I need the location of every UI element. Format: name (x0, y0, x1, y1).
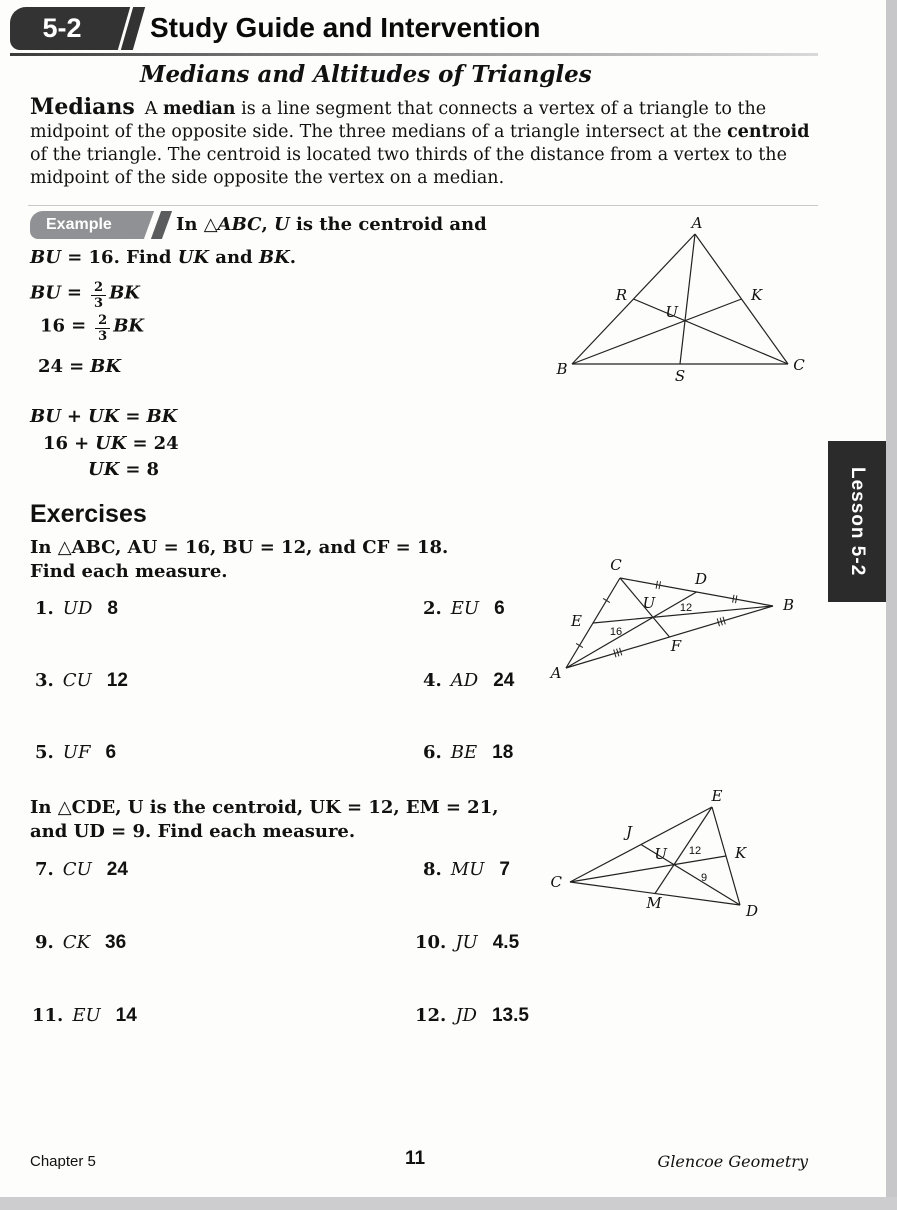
eq-op: = (125, 459, 141, 480)
fraction-denominator: 3 (98, 329, 108, 345)
measure-label-16: 16 (609, 626, 623, 638)
fraction-two-thirds (91, 281, 106, 312)
lesson-number: 5-2 (42, 13, 82, 43)
fraction-denominator: 3 (94, 296, 104, 312)
vertex-label-b: B (783, 596, 795, 614)
eq-var: BK (113, 315, 145, 337)
example-var: UK (177, 247, 210, 268)
eq-var: UK (88, 406, 120, 427)
example-equation-1 (30, 281, 140, 312)
example-text: is the centroid and (289, 214, 487, 235)
exercise-label: JD (455, 1005, 477, 1026)
exercise-number: 6. (423, 742, 442, 763)
example-triangle-diagram (540, 216, 810, 391)
example-text: and (209, 247, 259, 268)
midpoint-label-j: J (625, 823, 632, 841)
exercise-label: UF (62, 742, 91, 763)
midpoint-label-r: R (615, 286, 627, 304)
exercise-number: 1. (35, 598, 54, 619)
exercise-number: 11. (32, 1005, 64, 1026)
exercise-set2-intro: In △CDE, U is the centroid, UK = 12, EM = 21, and UD = 9. Find each measure. (30, 797, 499, 843)
medians-text-3: of the triangle. The centroid is located two thirds of the distance from a vertex to the midpoint of the side opposite the vertex on a median. (30, 145, 787, 189)
exercise-answer: 6 (494, 598, 505, 619)
example-text: . (289, 247, 297, 268)
exercise-item-9 (35, 932, 126, 954)
exercise-item-1 (35, 598, 118, 620)
eq-var: UK (95, 433, 127, 454)
midpoint-label-m: M (646, 894, 662, 912)
eq-var: BU (30, 282, 61, 304)
exercise-item-2 (423, 598, 505, 620)
exercise-label: CU (62, 670, 92, 691)
vertex-label-c: C (610, 556, 622, 574)
exercise-item-4 (423, 670, 514, 692)
example-equation-6 (88, 459, 159, 480)
example-badge (30, 211, 142, 239)
eq-var: BU (30, 406, 61, 427)
exercise-label: MU (450, 859, 485, 880)
fraction-numerator: 2 (95, 314, 110, 329)
header-rule (10, 53, 818, 56)
vertex-label-c: C (793, 356, 805, 374)
medians-run-in-heading: Medians (30, 94, 135, 120)
vertex-label-c: C (550, 873, 562, 891)
example-var: ABC (217, 214, 262, 235)
exercise-answer: 4.5 (492, 932, 520, 953)
vertex-label-a: A (550, 664, 562, 682)
example-badge-slash (151, 211, 172, 239)
example-statement-line-2 (30, 247, 296, 268)
exercise-number: 10. (415, 932, 447, 953)
vertex-label-a: A (691, 214, 703, 232)
centroid-label-u: U (654, 845, 667, 863)
exercise-set1-intro: In △ABC, AU = 16, BU = 12, and CF = 18. Find each measure. (30, 537, 449, 583)
eq-var: UK (88, 459, 120, 480)
exercise-label: UD (62, 598, 93, 619)
exercise-answer: 13.5 (491, 1005, 529, 1026)
triangle-medians (566, 578, 773, 668)
measure-label-12: 12 (679, 602, 693, 614)
lesson-side-tab-label: Lesson 5-2 (847, 466, 868, 577)
lesson-number-badge (10, 7, 114, 50)
exercise-label: BE (450, 742, 478, 763)
measure-label-12: 12 (688, 845, 702, 857)
exercise-answer: 18 (492, 742, 514, 763)
exercise-answer: 7 (499, 859, 510, 880)
example-text: , (261, 214, 275, 235)
eq-op: = (71, 315, 87, 337)
example-badge-label: Example (46, 216, 112, 233)
term-median: median (162, 99, 236, 119)
example-top-rule (28, 205, 818, 206)
vertex-label-e: E (711, 787, 723, 805)
page-edge-strip-bottom (0, 1197, 897, 1210)
exercise-number: 7. (35, 859, 54, 880)
eq-num: 24 (153, 433, 179, 454)
vertex-label-b: B (556, 360, 568, 378)
midpoint-label-d: D (694, 570, 708, 588)
exercise-item-6 (423, 742, 513, 764)
example-var: BU (30, 247, 61, 268)
footer-chapter: Chapter 5 (30, 1153, 96, 1170)
medians-text-1: A (144, 99, 163, 119)
exercise-number: 3. (35, 670, 54, 691)
exercise-number: 12. (415, 1005, 447, 1026)
eq-op: + (74, 433, 90, 454)
midpoint-label-k: K (735, 844, 747, 862)
eq-num: 16 (43, 433, 69, 454)
example-statement-line-1 (176, 214, 487, 235)
exercise-item-3 (35, 670, 128, 692)
midpoint-label-s: S (674, 367, 686, 385)
example-equation-5 (43, 433, 179, 454)
exercise-answer: 12 (106, 670, 128, 691)
exercise-label: CU (62, 859, 92, 880)
exercise-item-7 (35, 859, 128, 881)
exercise-number: 2. (423, 598, 442, 619)
midpoint-label-k: K (751, 286, 763, 304)
exercise-number: 8. (423, 859, 442, 880)
page-edge-strip-right (886, 0, 897, 1210)
vertex-label-d: D (746, 902, 759, 920)
exercise-triangle-diagram-2 (550, 787, 797, 925)
eq-op: + (66, 406, 83, 427)
footer-brand: Glencoe Geometry (657, 1152, 808, 1171)
medians-text-2: is a line segment that connects a vertex of a triangle to the midpoint of the opposite side. The three medians of a triangle intersect at the (30, 99, 767, 143)
exercise-number: 4. (423, 670, 442, 691)
exercise-label: CK (62, 932, 91, 953)
example-var: U (274, 214, 290, 235)
eq-op: = (69, 356, 85, 377)
exercise-item-12 (415, 1005, 529, 1027)
exercise-label: AD (450, 670, 479, 691)
exercise-answer: 14 (115, 1005, 137, 1026)
example-equation-4 (30, 406, 177, 427)
eq-num: 24 (38, 356, 64, 377)
page-title: Study Guide and Intervention (150, 12, 541, 43)
exercise-label: EU (450, 598, 480, 619)
eq-num: 16 (40, 315, 66, 337)
eq-var: BK (146, 406, 178, 427)
exercise-number: 5. (35, 742, 54, 763)
midpoint-label-f: F (670, 637, 682, 655)
exercise-number: 9. (35, 932, 54, 953)
example-var: BK (258, 247, 290, 268)
exercise-item-11 (32, 1005, 137, 1027)
lesson-side-tab (828, 441, 886, 602)
measure-label-9: 9 (700, 872, 708, 884)
example-equation-2 (40, 314, 144, 345)
exercise-answer: 24 (493, 670, 515, 691)
eq-op: = (125, 406, 141, 427)
eq-var: BK (109, 282, 140, 304)
eq-num: 8 (146, 459, 159, 480)
exercise-item-5 (35, 742, 116, 764)
exercise-answer: 6 (105, 742, 117, 763)
exercise-item-10 (415, 932, 519, 954)
congruence-tick-marks (576, 581, 737, 657)
exercises-heading: Exercises (30, 500, 147, 528)
midpoint-label-e: E (571, 612, 582, 630)
exercise-answer: 8 (107, 598, 118, 619)
centroid-label-u: U (665, 303, 678, 321)
footer-page-number: 11 (405, 1148, 426, 1169)
term-centroid: centroid (727, 122, 810, 143)
example-text: In △ (176, 214, 218, 235)
eq-var: BK (90, 356, 122, 377)
example-text: = 16. Find (60, 247, 178, 268)
lesson-subtitle: Medians and Altitudes of Triangles (140, 61, 592, 88)
eq-op: = (66, 282, 83, 304)
exercise-item-8 (423, 859, 510, 881)
fraction-two-thirds (95, 314, 110, 345)
exercise-label: EU (72, 1005, 101, 1026)
centroid-label-u: U (642, 594, 656, 612)
example-equation-3 (38, 356, 121, 377)
exercise-label: JU (455, 932, 478, 953)
exercise-answer: 24 (106, 859, 128, 880)
medians-paragraph (30, 96, 814, 190)
exercise-answer: 36 (105, 932, 127, 953)
eq-op: = (132, 433, 148, 454)
fraction-numerator: 2 (91, 281, 106, 296)
exercise-triangle-diagram-1 (548, 556, 793, 681)
